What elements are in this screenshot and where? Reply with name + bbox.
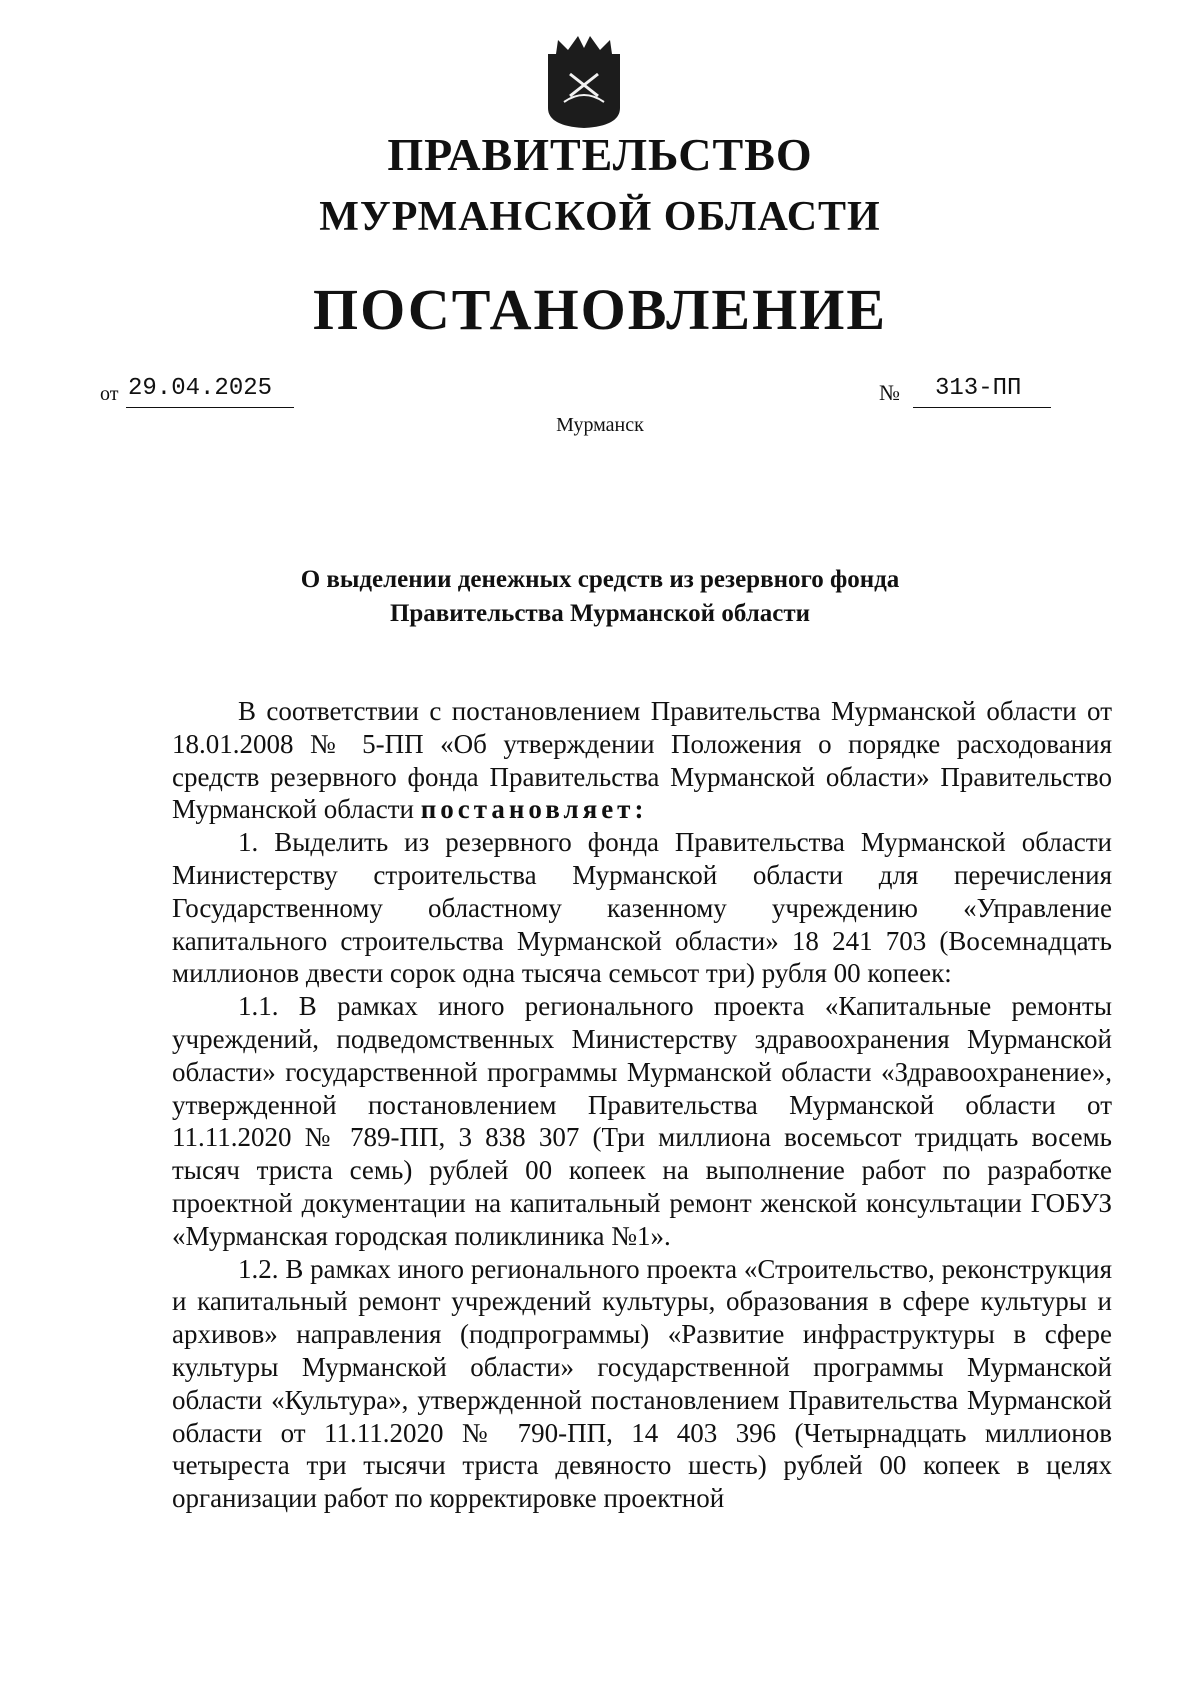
- resolution-word: постановляет:: [420, 794, 648, 825]
- paragraph-1-1: 1.1. В рамках иного регионального проекта «Капитальные ремонты учреждений, подведомственных Министерству здравоохранения Мурманской области» государственной программы Мурманской области «Здравоохранение», утвержденной постановлением Правительства Мурманской области от 11.11.2020 № 789-ПП, 3 838 307 (Три миллиона восемьсот тридцать восемь тысяч триста семь) рублей 00 копеек на выполнение работ по разработке проектной документации на капитальный ремонт женской консультации ГОБУЗ «Мурманская городская поликлиника №1».: [172, 991, 1112, 1251]
- document-body: [172, 695, 1112, 1515]
- city-name: Мурманск: [556, 414, 644, 436]
- preamble-paragraph: [172, 695, 1112, 826]
- preamble-text: В соответствии с постановлением Правительства Мурманской области от 18.01.2008 № 5-ПП «Об утверждении Положения о порядке расходования средств резервного фонда Правительства Мурманской области» Правительство Мурманской области: [172, 696, 1112, 825]
- org-name-line1: ПРАВИТЕЛЬСТВО: [387, 129, 813, 180]
- number-prefix: №: [879, 380, 900, 405]
- subject-line1: О выделении денежных средств из резервного фонда: [300, 566, 900, 593]
- number-value: 313-ПП: [935, 375, 1022, 402]
- date-underline: [126, 407, 294, 408]
- document-date: [98, 372, 298, 412]
- org-name-line2: МУРМАНСКОЙ ОБЛАСТИ: [319, 194, 881, 240]
- paragraph-1: 1. Выделить из резервного фонда Правительства Мурманской области Министерству строительства Мурманской области для перечисления Государственному областному казенному учреждению «Управление капитального строительства Мурманской области» 18 241 703 (Восемнадцать миллионов двести сорок одна тысяча семьсот три) рубля 00 копеек:: [172, 827, 1112, 989]
- document-type: ПОСТАНОВЛЕНИЕ: [312, 277, 888, 342]
- paragraph-1-2: 1.2. В рамках иного регионального проекта «Строительство, реконструкция и капитальный ремонт учреждений культуры, образования в сфере культуры и архивов» направления (подпрограммы) «Развитие инфраструктуры в сфере культуры Мурманской области» государственной программы Мурманской области «Культура», утвержденной постановлением Правительства Мурманской области от 11.11.2020 № 790-ПП, 14 403 396 (Четырнадцать миллионов четыреста три тысячи триста девяносто шесть) рублей 00 копеек в целях организации работ по корректировке проектной: [172, 1253, 1112, 1514]
- number-underline: [913, 407, 1051, 408]
- document-subject: [170, 563, 1030, 631]
- date-prefix: от: [100, 383, 119, 405]
- subject-line2: Правительства Мурманской области: [389, 600, 811, 627]
- date-value: 29.04.2025: [128, 375, 273, 402]
- document-number: [875, 372, 1075, 412]
- coat-of-arms-icon: [540, 30, 628, 130]
